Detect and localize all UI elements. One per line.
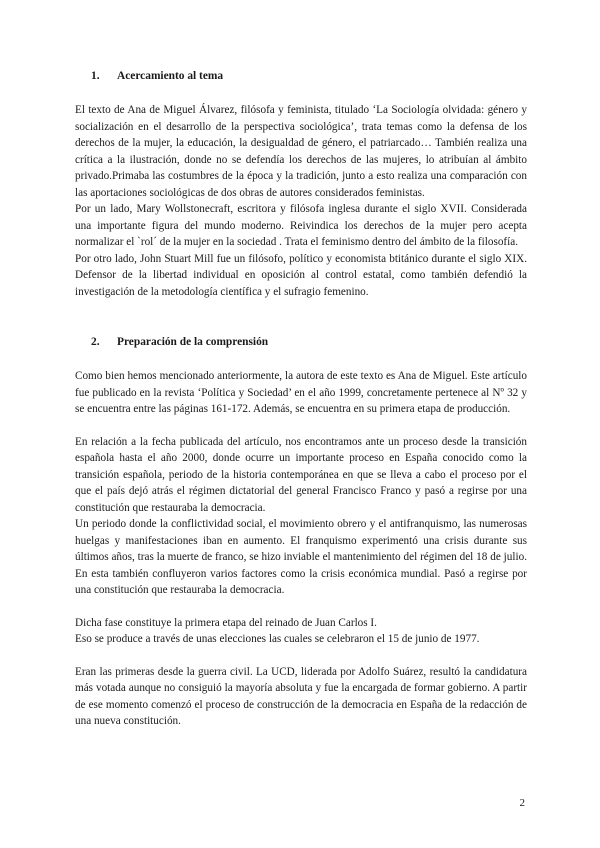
- paragraph: El texto de Ana de Miguel Álvarez, filósofa y feminista, titulado ‘La Sociología olvidada: género y socialización en el desarrollo de la perspectiva sociológica’, trata temas como la defensa de los derechos de la mujer, la educación, la desigualdad de género, el patriarcado… También realiza una crítica a la ilustración, donde no se defendía los derechos de las mujeres, lo atribuían al ámbito privado.Primaba las costumbres de la época y la tradición, junto a esto realiza una comparación con las aportaciones sociológicas de dos obras de autores considerados feministas.: [75, 104, 527, 199]
- section-number: 2.: [91, 336, 100, 348]
- paragraph: En relación a la fecha publicada del artículo, nos encontramos ante un proceso desde la transición española hasta el año 2000, donde ocurre un importante proceso en España conocido como la transición española, periodo de la historia contemporánea en que se lleva a cabo el proceso por el que el país dejó atrás el régimen dictatorial del general Francisco Franco y pasó a regirse por una constitución que restauraba la democracia.: [75, 435, 527, 514]
- paragraph: Como bien hemos mencionado anteriormente, la autora de este texto es Ana de Miguel. Este artículo fue publicado en la revista ‘Política y Sociedad’ en el año 1999, concretamente pertenece al Nº 32 y se encuentra entre las páginas 161-172. Además, se encuentra en su primera etapa de producción.: [75, 370, 527, 415]
- paragraph: Eran las primeras desde la guerra civil. La UCD, liderada por Adolfo Suárez, resultó la candidatura más votada aunque no consiguió la mayoría absoluta y fue la encargada de formar gobierno. A partir de ese momento comenzó el proceso de construcción de la democracia en España de la redacción de una nueva constitución.: [75, 665, 527, 727]
- section-acercamiento: [75, 68, 527, 300]
- section-title: Acercamiento al tema: [117, 70, 224, 82]
- section-number: 1.: [91, 70, 100, 82]
- section-title: Preparación de la comprensión: [117, 336, 269, 348]
- paragraph: Un periodo donde la conflictividad social, el movimiento obrero y el antifranquismo, las numerosas huelgas y manifestaciones iban en aumento. El franquismo experimentó una crisis durante sus últimos años, tras la muerte de franco, se hizo inviable el mantenimiento del régimen del 18 de julio. En esta también confluyeron varios factores como la crisis económica mundial. Pasó a regirse por una constitución que restauraba la democracia.: [75, 518, 527, 596]
- page-content: [75, 68, 527, 730]
- paragraph: Por otro lado, John Stuart Mill fue un filósofo, político y economista btitánico durante el siglo XIX. Defensor de la libertad individual en oposición al control estatal, como también defendió la investigación de la metodología científica y el sufragio femenino.: [75, 252, 527, 298]
- paragraph: Por un lado, Mary Wollstonecraft, escritora y filósofa inglesa durante el siglo XVII. Considerada una importante figura del mundo moderno. Reivindica los derechos de la mujer pero acepta normalizar el `rol´ de la mujer en la sociedad . Trata el feminismo dentro del ámbito de la filosofía.: [75, 203, 527, 248]
- page-number: 2: [519, 797, 525, 809]
- section-heading: [75, 334, 527, 350]
- section-heading: [75, 68, 527, 84]
- section-preparacion: [75, 334, 527, 730]
- paragraph: Eso se produce a través de unas elecciones las cuales se celebraron el 15 de junio de 1977.: [75, 633, 480, 645]
- paragraph: Dicha fase constituye la primera etapa del reinado de Juan Carlos I.: [75, 616, 377, 629]
